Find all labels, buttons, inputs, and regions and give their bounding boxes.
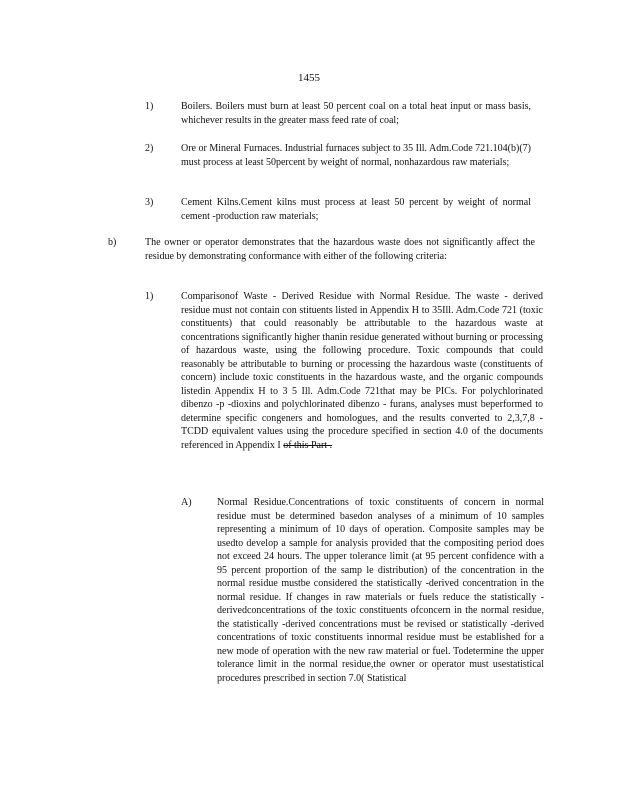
criterion-text bbox=[181, 290, 543, 452]
list-marker: 3) bbox=[145, 197, 154, 208]
struck-text: of this Part . bbox=[283, 439, 333, 451]
section-marker: b) bbox=[108, 237, 117, 248]
page-number: 1455 bbox=[298, 72, 320, 84]
list-item-text: Ore or Mineral Furnaces. Industrial furnaces subject to 35 Ill. Adm.Code 721.104(b)(7) must process at least 50percent by weight of normal, nonhazardous raw materials; bbox=[181, 143, 531, 168]
section-text: The owner or operator demonstrates that the hazardous waste does not significantly affect the residue by demonstrating conformance with either of the following criteria: bbox=[145, 237, 535, 262]
list-marker: 1) bbox=[145, 291, 154, 302]
subitem-text: Normal Residue.Concentrations of toxic constituents of concern in normal residue must be determined basedon analyses of a minimum of 10 samples representing a minimum of 10 days of operation. Composite samples may be usedto develop a sample for analysis provided that the compositing period does not exceed 24 hours. The upper tolerance limit (at 95 percent confidence with a 95 percent proportion of the samp le distribution) of the concentration in the normal residue mustbe considered the statistically -derived concentration in the normal residue. If changes in raw materials or fuels reduce the statistically -derivedconcentrations of the toxic constituents ofconcern in the normal residue, the statistically -derived concentrations must be revised or statistically -derived concentrations of toxic constituents innormal residue must be established for a new mode of operation with the new raw material or fuel. Todetermine the upper tolerance limit in the normal residue,the owner or operator must usestatistical procedures prescribed in section 7.0( Statistical bbox=[217, 497, 544, 684]
list-marker: 2) bbox=[145, 143, 154, 154]
criterion-body: Comparisonof Waste - Derived Residue with Normal Residue. The waste - derived residue must not contain con stituents listed in Appendix H to 35Ill. Adm.Code 721 (toxic constituents) that could reasonably be attributable to the hazardous waste at concentrations significantly higher thanin residue generated without burning or processing of hazardous waste, using the following procedure. Toxic compounds that could reasonably be attributable to burning or processing the hazardous waste (constituents of concern) include toxic constituents in the hazardous waste, and the organic compounds listedin Appendix H to 3 5 Ill. Adm.Code 721that may be PICs. For polychlorinated dibenzo -p -dioxins and polychlorinated dibenzo - furans, analyses must beperformed to determine specific congeners and homologues, and the results converted to 2,3,7,8 -TCDD equivalent values using the procedure specified in section 4.0 of the documents referenced in Appendix I bbox=[181, 291, 543, 451]
list-marker: 1) bbox=[145, 101, 154, 112]
list-item-text: Boilers. Boilers must burn at least 50 percent coal on a total heat input or mass basis, whichever results in the greater mass feed rate of coal; bbox=[181, 101, 531, 126]
list-item-text: Cement Kilns.Cement kilns must process at least 50 percent by weight of normal cement -production raw materials; bbox=[181, 197, 531, 222]
list-marker: A) bbox=[181, 497, 192, 508]
